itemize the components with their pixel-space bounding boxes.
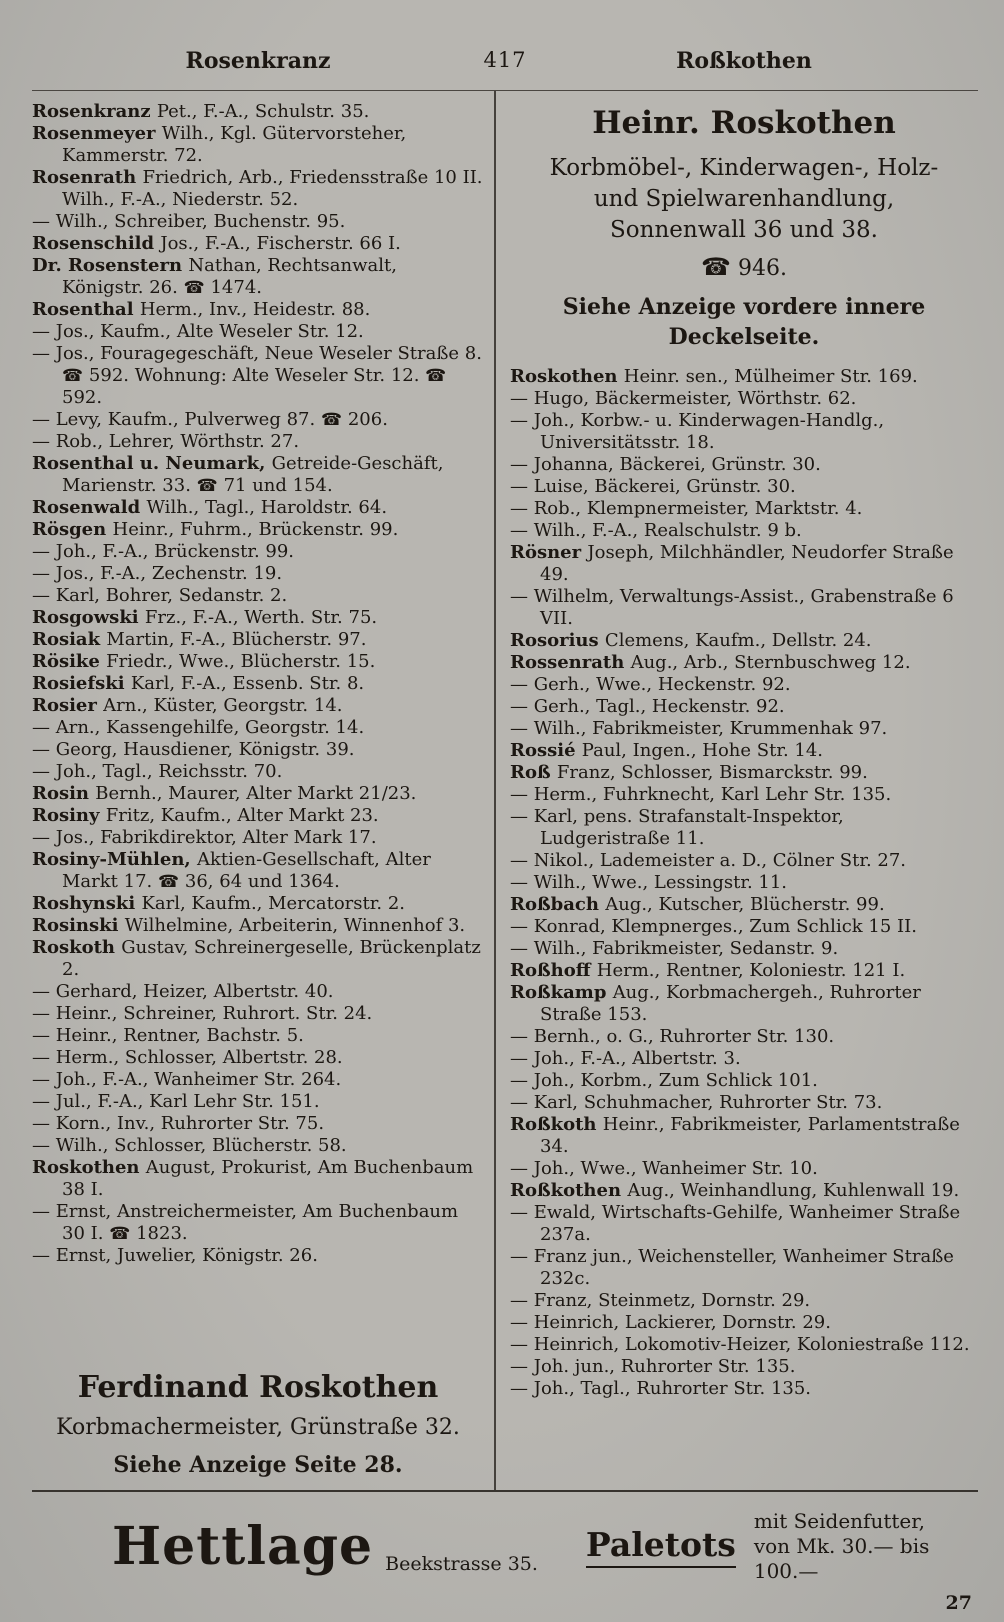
directory-entry: — Levy, Kaufm., Pulverweg 87. ☎ 206. xyxy=(32,409,388,430)
ad-title: Ferdinand Roskothen xyxy=(77,1370,439,1405)
bottom-page-number: 27 xyxy=(945,1592,972,1614)
entry-surname: Rosin xyxy=(32,783,96,804)
entry-surname: Rösner xyxy=(510,542,588,563)
directory-entry: — Wilh., Fabrikmeister, Sedanstr. 9. xyxy=(510,938,839,959)
directory-entry: — Heinr., Rentner, Bachstr. 5. xyxy=(32,1025,304,1046)
directory-entry: Rossié Paul, Ingen., Hohe Str. 14. xyxy=(510,740,824,761)
entry-surname: Roßbach xyxy=(510,894,606,915)
directory-entry: Rosiny-Mühlen, Aktien-Gesellschaft, Alter Markt 17. ☎ 36, 64 und 1364. xyxy=(32,849,431,892)
directory-entry: Rosgowski Frz., F.-A., Werth. Str. 75. xyxy=(32,607,378,628)
ad-phone-line xyxy=(510,252,978,284)
entry-surname: Rosiny-Mühlen, xyxy=(32,849,197,870)
directory-entry: — Joh. jun., Ruhrorter Str. 135. xyxy=(510,1356,796,1377)
entry-surname: Rosenschild xyxy=(32,233,161,254)
directory-entry: — Karl, pens. Strafanstalt-Inspektor, Ludgeristraße 11. xyxy=(510,806,844,849)
hettlage-address: Beekstrasse 35. xyxy=(385,1553,538,1575)
directory-entry: — Ewald, Wirtschafts-Gehilfe, Wanheimer Straße 237a. xyxy=(510,1202,961,1245)
directory-entry: — Bernh., o. G., Ruhrorter Str. 130. xyxy=(510,1026,835,1047)
entry-surname: Rosiak xyxy=(32,629,107,650)
directory-entry: — Rob., Klempnermeister, Marktstr. 4. xyxy=(510,498,863,519)
directory-entry: Roshynski Karl, Kaufm., Mercatorstr. 2. xyxy=(32,893,405,914)
directory-entry: Rosiefski Karl, F.-A., Essenb. Str. 8. xyxy=(32,673,365,694)
directory-entry: — Karl, Bohrer, Sedanstr. 2. xyxy=(32,585,288,606)
header-right-title: Roßkothen xyxy=(676,48,812,74)
directory-entry: Rosenthal Herm., Inv., Heidestr. 88. xyxy=(32,299,371,320)
ad-detail-line: mit Seidenfutter, xyxy=(753,1509,925,1533)
ad-note xyxy=(510,292,978,352)
directory-entry: Rösgen Heinr., Fuhrm., Brückenstr. 99. xyxy=(32,519,399,540)
entry-surname: Rosenkranz xyxy=(32,101,157,122)
entry-surname: Rosenmeyer xyxy=(32,123,162,144)
entry-surname: Rosenthal xyxy=(32,299,140,320)
directory-entry: Rossenrath Aug., Arb., Sternbuschweg 12. xyxy=(510,652,911,673)
directory-entry: — Joh., Tagl., Reichsstr. 70. xyxy=(32,761,283,782)
directory-entry: — Hugo, Bäckermeister, Wörthstr. 62. xyxy=(510,388,857,409)
ad-subtitle: Korbmachermeister, Grünstraße 32. xyxy=(56,1415,460,1440)
entry-surname: Roßkamp xyxy=(510,982,613,1003)
entry-surname: Roskoth xyxy=(32,937,122,958)
directory-entry: — Gerh., Wwe., Heckenstr. 92. xyxy=(510,674,791,695)
telephone-icon: ☎ xyxy=(183,278,205,298)
left-column xyxy=(32,91,494,1490)
entry-surname: Rosier xyxy=(32,695,104,716)
directory-entry: — Franz, Steinmetz, Dornstr. 29. xyxy=(510,1290,811,1311)
directory-entry: — Luise, Bäckerei, Grünstr. 30. xyxy=(510,476,796,497)
ad-title: Heinr. Roskothen xyxy=(592,105,896,141)
directory-entry: Wilh., F.-A., Niederstr. 52. xyxy=(62,189,299,210)
paletots-title: Paletots xyxy=(586,1525,736,1568)
right-entries-list xyxy=(510,366,978,1400)
directory-entry: — Wilhelm, Verwaltungs-Assist., Grabenstraße 6 VII. xyxy=(510,586,954,629)
directory-entry: — Franz jun., Weichensteller, Wanheimer Straße 232c. xyxy=(510,1246,954,1289)
directory-entry: — Wilh., F.-A., Realschulstr. 9 b. xyxy=(510,520,802,541)
entry-surname: Rösike xyxy=(32,651,107,672)
directory-entry: Roßkamp Aug., Korbmachergeh., Ruhrorter Straße 153. xyxy=(510,982,921,1025)
directory-entry: Roskothen Heinr. sen., Mülheimer Str. 169. xyxy=(510,366,918,387)
directory-entry: Rosenschild Jos., F.-A., Fischerstr. 66 I. xyxy=(32,233,401,254)
directory-entry: — Wilh., Schreiber, Buchenstr. 95. xyxy=(32,211,346,232)
telephone-icon: ☎ xyxy=(157,872,180,892)
directory-entry: Rösike Friedr., Wwe., Blücherstr. 15. xyxy=(32,651,376,672)
entry-surname: Roßkothen xyxy=(510,1180,628,1201)
ad-note: Siehe Anzeige Seite 28. xyxy=(113,1452,403,1478)
left-entries-list xyxy=(32,101,484,1267)
ad-details xyxy=(754,1509,974,1584)
directory-entry: Rosenkranz Pet., F.-A., Schulstr. 35. xyxy=(32,101,370,122)
entry-surname: Roßkoth xyxy=(510,1114,603,1135)
entry-surname: Roskothen xyxy=(32,1157,146,1178)
directory-entry: Rosenmeyer Wilh., Kgl. Gütervorsteher, Kammerstr. 72. xyxy=(32,123,407,166)
directory-entry: — Herm., Fuhrknecht, Karl Lehr Str. 135. xyxy=(510,784,892,805)
directory-entry: Roßkothen Aug., Weinhandlung, Kuhlenwall 19. xyxy=(510,1180,960,1201)
directory-entry: — Jos., Fouragegeschäft, Neue Weseler Straße 8. ☎ 592. Wohnung: Alte Weseler Str. 12. ☎ 592. xyxy=(32,343,482,408)
directory-entry: — Nikol., Lademeister a. D., Cölner Str. 27. xyxy=(510,850,907,871)
page-header xyxy=(32,48,978,82)
directory-entry: Roßhoff Herm., Rentner, Koloniestr. 121 I. xyxy=(510,960,906,981)
directory-columns xyxy=(32,90,978,1492)
directory-entry: — Wilh., Fabrikmeister, Krummenhak 97. xyxy=(510,718,888,739)
directory-entry: Roskoth Gustav, Schreinergeselle, Brückenplatz 2. xyxy=(32,937,481,980)
directory-entry: Roßkoth Heinr., Fabrikmeister, Parlamentstraße 34. xyxy=(510,1114,960,1157)
ad-note-line: Deckelseite. xyxy=(668,324,820,350)
directory-entry: — Ernst, Anstreichermeister, Am Buchenbaum 30 I. ☎ 1823. xyxy=(32,1201,459,1244)
ferdinand-roskothen-ad xyxy=(32,1356,484,1490)
directory-entry: — Johanna, Bäckerei, Grünstr. 30. xyxy=(510,454,821,475)
entry-surname: Rosorius xyxy=(510,630,605,651)
directory-entry: — Joh., Tagl., Ruhrorter Str. 135. xyxy=(510,1378,812,1399)
directory-entry: Roßbach Aug., Kutscher, Blücherstr. 99. xyxy=(510,894,885,915)
directory-entry: Rosenthal u. Neumark, Getreide-Geschäft, Marienstr. 33. ☎ 71 und 154. xyxy=(32,453,444,496)
header-left-title: Rosenkranz xyxy=(185,48,331,74)
directory-entry: — Georg, Hausdiener, Königstr. 39. xyxy=(32,739,355,760)
directory-entry: — Rob., Lehrer, Wörthstr. 27. xyxy=(32,431,300,452)
directory-entry: Rosiny Fritz, Kaufm., Alter Markt 23. xyxy=(32,805,379,826)
entry-surname: Rosenwald xyxy=(32,497,147,518)
directory-entry: — Gerhard, Heizer, Albertstr. 40. xyxy=(32,981,334,1002)
ad-line: Korbmöbel-, Kinderwagen-, Holz- xyxy=(549,155,939,181)
directory-entry: — Wilh., Wwe., Lessingstr. 11. xyxy=(510,872,788,893)
directory-entry: — Jul., F.-A., Karl Lehr Str. 151. xyxy=(32,1091,320,1112)
ad-phone-number: 946. xyxy=(737,256,787,281)
hettlage-brand: Hettlage xyxy=(112,1515,374,1577)
entry-surname: Roß xyxy=(510,762,557,783)
directory-entry: — Heinrich, Lokomotiv-Heizer, Koloniestraße 112. xyxy=(510,1334,970,1355)
directory-entry: Rosenwald Wilh., Tagl., Haroldstr. 64. xyxy=(32,497,388,518)
telephone-icon: ☎ xyxy=(196,476,218,496)
directory-entry: Roß Franz, Schlosser, Bismarckstr. 99. xyxy=(510,762,868,783)
directory-entry: — Herm., Schlosser, Albertstr. 28. xyxy=(32,1047,343,1068)
hettlage-ad xyxy=(32,1509,974,1584)
entry-surname: Dr. Rosenstern xyxy=(32,255,189,276)
directory-entry: — Gerh., Tagl., Heckenstr. 92. xyxy=(510,696,785,717)
directory-entry: — Karl, Schuhmacher, Ruhrorter Str. 73. xyxy=(510,1092,883,1113)
telephone-icon: ☎ xyxy=(109,1224,131,1244)
directory-entry: — Jos., F.-A., Zechenstr. 19. xyxy=(32,563,283,584)
directory-entry: — Joh., F.-A., Brückenstr. 99. xyxy=(32,541,295,562)
directory-entry: Rosenrath Friedrich, Arb., Friedensstraße 10 II. xyxy=(32,167,483,188)
directory-entry: — Arn., Kassengehilfe, Georgstr. 14. xyxy=(32,717,365,738)
entry-surname: Rosgowski xyxy=(32,607,145,628)
directory-entry: — Joh., Wwe., Wanheimer Str. 10. xyxy=(510,1158,818,1179)
directory-entry: — Heinr., Schreiner, Ruhrort. Str. 24. xyxy=(32,1003,373,1024)
telephone-icon: ☎ xyxy=(320,410,343,430)
directory-entry: Roskothen August, Prokurist, Am Buchenbaum 38 I. xyxy=(32,1157,474,1200)
directory-entry: Rosier Arn., Küster, Georgstr. 14. xyxy=(32,695,343,716)
telephone-icon: ☎ xyxy=(701,253,731,281)
ad-line: Sonnenwall 36 und 38. xyxy=(610,217,878,243)
directory-entry: — Jos., Fabrikdirektor, Alter Mark 17. xyxy=(32,827,377,848)
ad-note-line: Siehe Anzeige vordere innere xyxy=(562,294,926,320)
entry-surname: Rosinski xyxy=(32,915,125,936)
directory-entry: — Joh., Korbw.- u. Kinderwagen-Handlg., Universitätsstr. 18. xyxy=(510,410,885,453)
telephone-icon: ☎ xyxy=(62,366,84,386)
directory-entry: Dr. Rosenstern Nathan, Rechtsanwalt, Königstr. 26. ☎ 1474. xyxy=(32,255,397,298)
directory-entry: Rosinski Wilhelmine, Arbeiterin, Winnenhof 3. xyxy=(32,915,466,936)
directory-entry: — Jos., Kaufm., Alte Weseler Str. 12. xyxy=(32,321,364,342)
directory-entry: Rosorius Clemens, Kaufm., Dellstr. 24. xyxy=(510,630,872,651)
telephone-icon: ☎ xyxy=(425,366,447,386)
entry-surname: Rosiefski xyxy=(32,673,131,694)
directory-entry: — Joh., F.-A., Wanheimer Str. 264. xyxy=(32,1069,342,1090)
entry-surname: Rosenrath xyxy=(32,167,143,188)
directory-entry: Rösner Joseph, Milchhändler, Neudorfer Straße 49. xyxy=(510,542,954,585)
ad-detail-line: von Mk. 30.— bis 100.— xyxy=(753,1534,930,1583)
directory-entry: Rosin Bernh., Maurer, Alter Markt 21/23. xyxy=(32,783,417,804)
directory-entry: — Korn., Inv., Ruhrorter Str. 75. xyxy=(32,1113,325,1134)
entry-surname: Rösgen xyxy=(32,519,113,540)
directory-entry: — Joh., Korbm., Zum Schlick 101. xyxy=(510,1070,818,1091)
ad-line: und Spielwarenhandlung, xyxy=(593,186,895,212)
entry-surname: Rossenrath xyxy=(510,652,631,673)
directory-entry: — Wilh., Schlosser, Blücherstr. 58. xyxy=(32,1135,347,1156)
entry-surname: Roßhoff xyxy=(510,960,597,981)
heinr-roskothen-ad xyxy=(510,101,978,366)
directory-entry: — Konrad, Klempnerges., Zum Schlick 15 II. xyxy=(510,916,917,937)
header-page-number: 417 xyxy=(483,48,527,72)
directory-entry: Rosiak Martin, F.-A., Blücherstr. 97. xyxy=(32,629,367,650)
directory-entry: — Heinrich, Lackierer, Dornstr. 29. xyxy=(510,1312,831,1333)
directory-entry: — Joh., F.-A., Albertstr. 3. xyxy=(510,1048,741,1069)
entry-surname: Roshynski xyxy=(32,893,142,914)
right-column xyxy=(496,91,978,1490)
entry-surname: Rosiny xyxy=(32,805,106,826)
entry-surname: Rossié xyxy=(510,740,582,761)
directory-entry: — Ernst, Juwelier, Königstr. 26. xyxy=(32,1245,318,1266)
entry-surname: Rosenthal u. Neumark, xyxy=(32,453,272,474)
entry-surname: Roskothen xyxy=(510,366,624,387)
